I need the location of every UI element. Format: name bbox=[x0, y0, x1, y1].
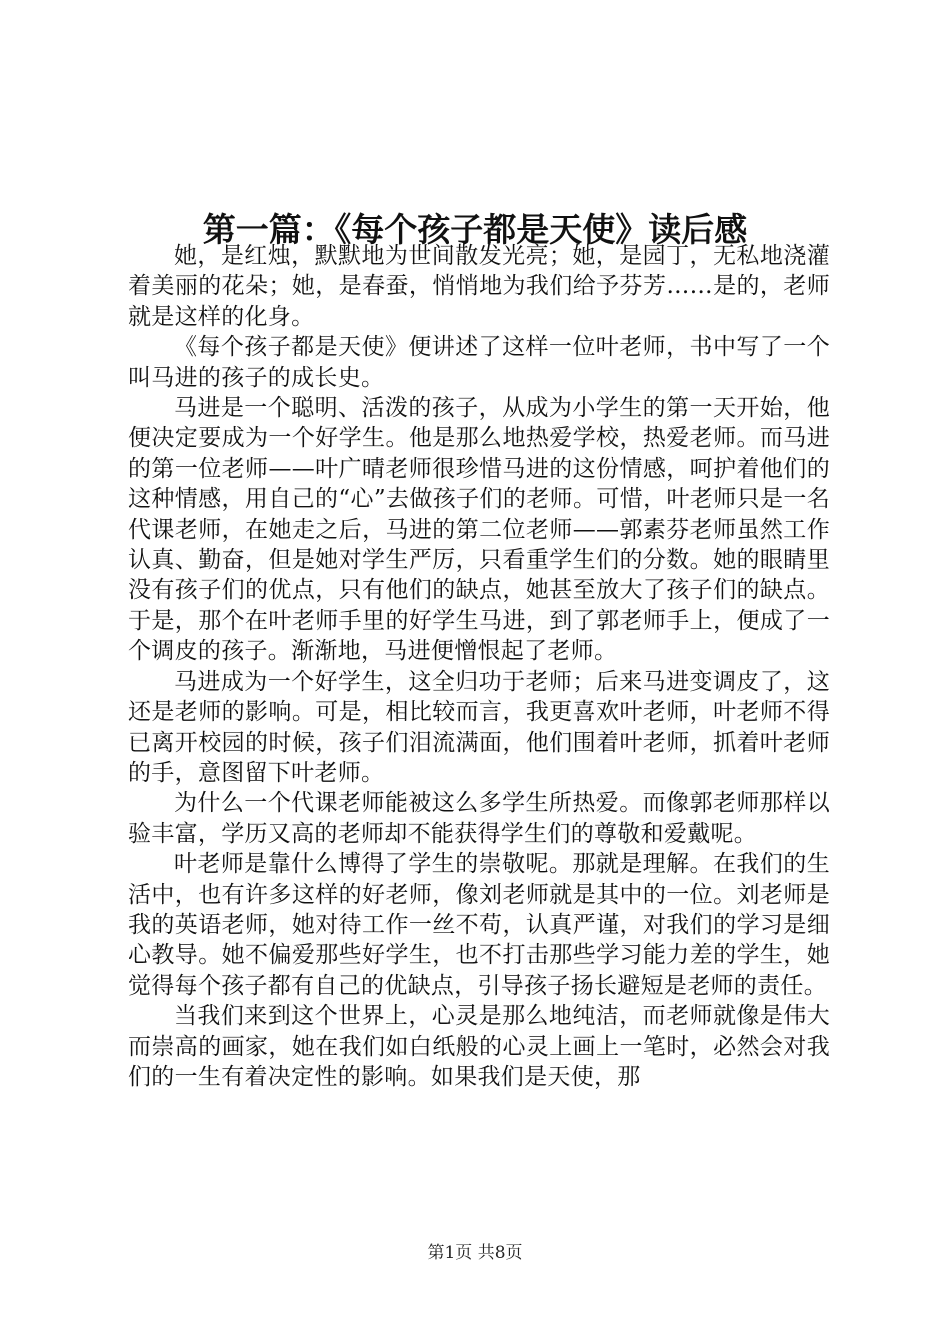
page-number: 第1页 共8页 bbox=[427, 1243, 523, 1263]
paragraph: 《每个孩子都是天使》便讲述了这样一位叶老师，书中写了一个叫马进的孩子的成长史。 bbox=[128, 334, 830, 391]
paragraph: 马进成为一个好学生，这全归功于老师；后来马进变调皮了，这还是老师的影响。可是，相比较而言，我更喜欢叶老师，叶老师不得已离开校园的时候，孩子们泪流满面，他们围着叶老师，抓着叶老师的手，意图留下叶老师。 bbox=[128, 668, 830, 786]
document-title: 第一篇：《每个孩子都是天使》读后感 bbox=[202, 210, 748, 250]
paragraph: 她，是红烛，默默地为世间散发光亮；她，是园丁，无私地浇灌着美丽的花朵；她，是春蚕，悄悄地为我们给予芬芳……是的，老师就是这样的化身。 bbox=[128, 243, 830, 330]
document-body bbox=[128, 241, 830, 1092]
paragraph: 马进是一个聪明、活泼的孩子，从成为小学生的第一天开始，他便决定要成为一个好学生。他是那么地热爱学校，热爱老师。而马进的第一位老师——叶广晴老师很珍惜马进的这份情感，呵护着他们的这种情感，用自己的“心”去做孩子们的老师。可惜，叶老师只是一名代课老师，在她走之后，马进的第二位老师——郭素芬老师虽然工作认真、勤奋，但是她对学生严厉，只看重学生们的分数。她的眼睛里没有孩子们的优点，只有他们的缺点，她甚至放大了孩子们的缺点。于是，那个在叶老师手里的好学生马进，到了郭老师手上，便成了一个调皮的孩子。渐渐地，马进便憎恨起了老师。 bbox=[128, 395, 830, 665]
paragraph: 为什么一个代课老师能被这么多学生所热爱。而像郭老师那样以验丰富，学历又高的老师却不能获得学生们的尊敬和爱戴呢。 bbox=[128, 790, 830, 847]
page-footer bbox=[0, 1241, 950, 1265]
paragraph: 当我们来到这个世界上，心灵是那么地纯洁，而老师就像是伟大而崇高的画家，她在我们如白纸般的心灵上画上一笔时，必然会对我们的一生有着决定性的影响。如果我们是天使，那 bbox=[128, 1003, 830, 1090]
paragraph: 叶老师是靠什么博得了学生的崇敬呢。那就是理解。在我们的生活中，也有许多这样的好老师，像刘老师就是其中的一位。刘老师是我的英语老师，她对待工作一丝不苟，认真严谨，对我们的学习是细心教导。她不偏爱那些好学生，也不打击那些学习能力差的学生，她觉得每个孩子都有自己的优缺点，引导孩子扬长避短是老师的责任。 bbox=[128, 851, 830, 999]
